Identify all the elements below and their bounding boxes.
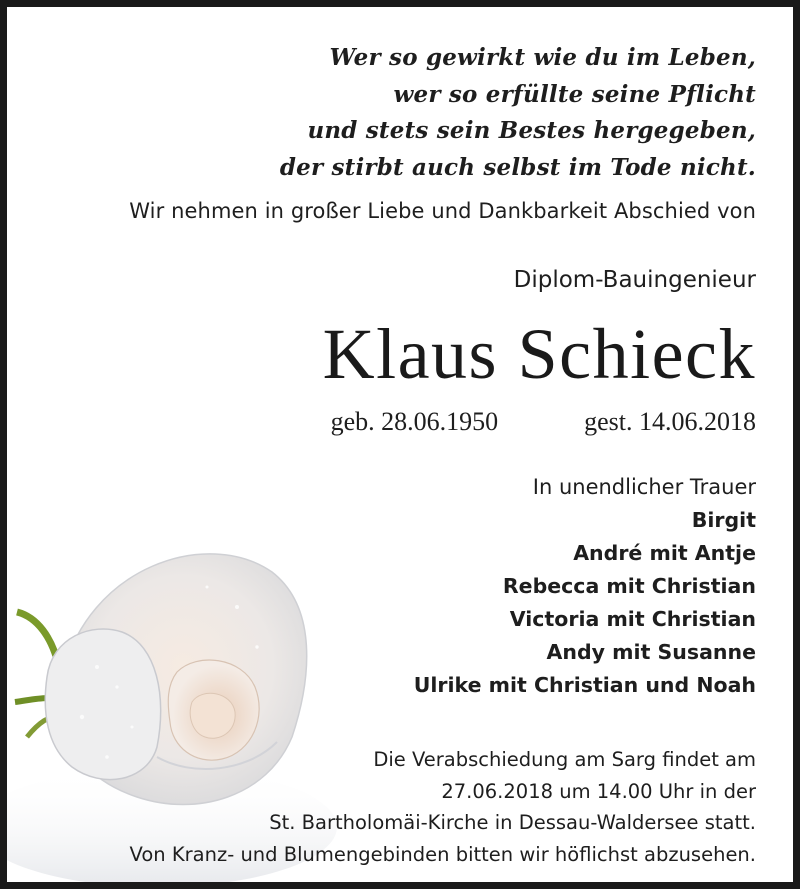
- life-dates: [331, 407, 756, 437]
- poem-line: wer so erfüllte seine Pflicht: [393, 80, 756, 108]
- service-line: Von Kranz- und Blumengebinden bitten wir höflichst abzusehen.: [129, 842, 756, 866]
- service-line: St. Bartholomäi-Kirche in Dessau-Waldersee statt.: [269, 811, 756, 834]
- mourner-name: Birgit: [691, 508, 756, 532]
- birth-date: geb. 28.06.1950: [330, 407, 499, 436]
- service-line: 27.06.2018 um 14.00 Uhr in der: [441, 779, 756, 803]
- mourner-name: Victoria mit Christian: [509, 607, 756, 631]
- mourner-name: Rebecca mit Christian: [502, 574, 756, 598]
- mourner-name: Andy mit Susanne: [546, 640, 756, 664]
- mourners-lead: In unendlicher Trauer: [532, 475, 756, 499]
- farewell-intro: Wir nehmen in großer Liebe und Dankbarkeit Abschied von: [129, 199, 756, 223]
- mourners-list: [414, 471, 756, 702]
- poem: [280, 40, 756, 186]
- deceased-name: Klaus Schieck: [322, 314, 756, 394]
- mourner-name: Ulrike mit Christian und Noah: [413, 673, 756, 697]
- service-info: [130, 744, 756, 870]
- mourner-name: André mit Antje: [573, 541, 756, 565]
- poem-line: der stirbt auch selbst im Tode nicht.: [279, 153, 756, 181]
- poem-line: Wer so gewirkt wie du im Leben,: [329, 44, 756, 71]
- poem-line: und stets sein Bestes hergegeben,: [307, 117, 756, 144]
- death-date: gest. 14.06.2018: [584, 407, 756, 436]
- deceased-title: Diplom-Bauingenieur: [513, 267, 756, 293]
- service-line: Die Verabschiedung am Sarg findet am: [373, 748, 756, 771]
